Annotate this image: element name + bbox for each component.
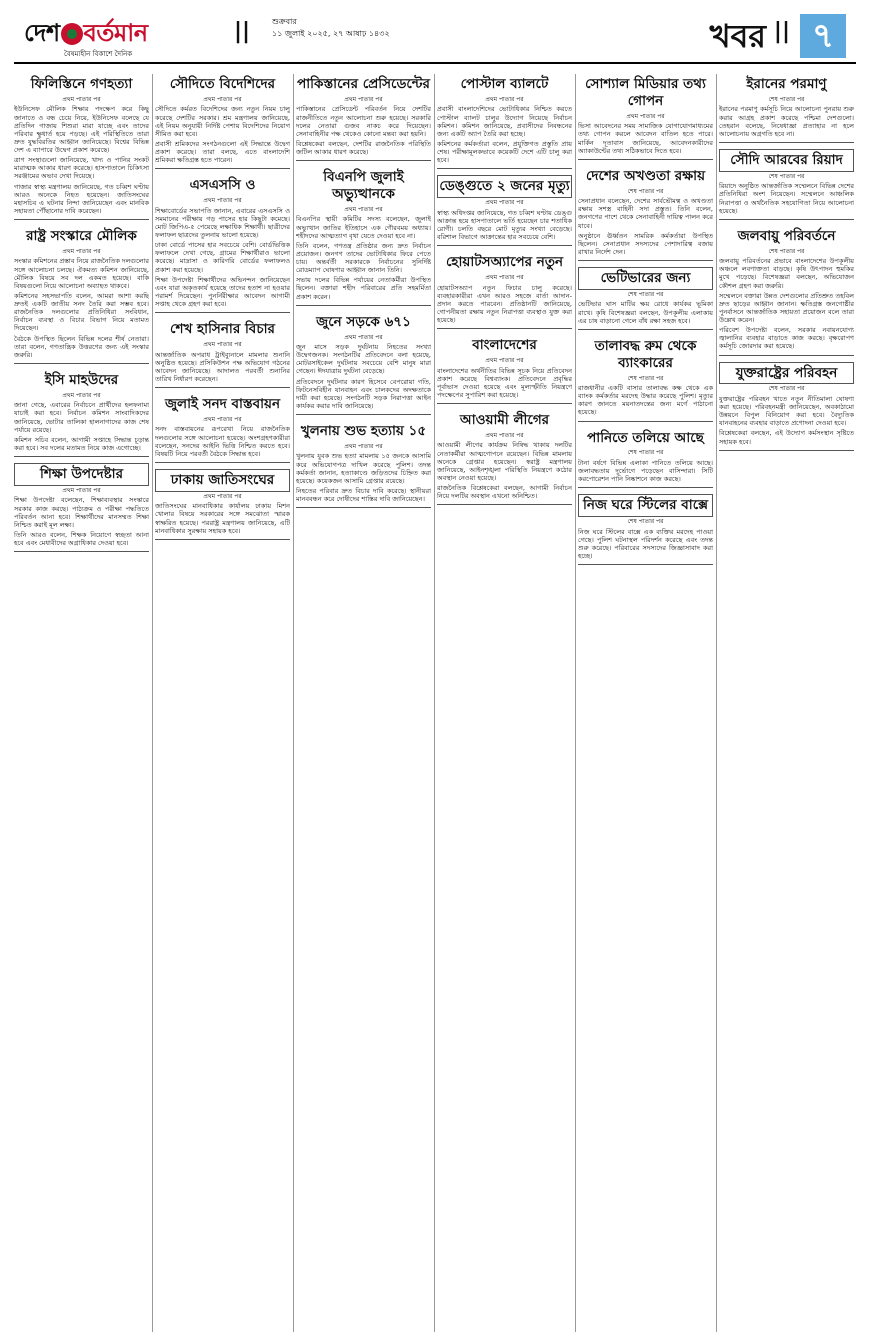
news-story	[719, 149, 854, 220]
news-story	[578, 267, 713, 330]
story-paragraph: টানা বর্ষণে বিভিন্ন এলাকা পানিতে তলিয়ে আছে। জলাবদ্ধতায় দুর্ভোগে পড়েছেন বাসিন্দারা। সিটি করপোরেশন পানি নিষ্কাশনে কাজ করছে।	[578, 458, 713, 484]
story-headline[interactable]: পোস্টাল ব্যালটে	[460, 76, 549, 92]
story-paragraph: রিয়াদে অনুষ্ঠিত আন্তর্জাতিক সম্মেলনে বিভিন্ন দেশের প্রতিনিধিরা অংশ নিয়েছেন। সম্মেলনে আঞ্চলিক নিরাপত্তা ও অর্থনৈতিক সহযোগিতা নিয়ে আলোচনা হয়েছে।	[719, 182, 854, 215]
story-continuation-label: শেষ পাতার পর	[627, 518, 664, 526]
story-paragraph: সৌদিতে কর্মরত বিদেশিদের জন্য নতুন নিয়ম চালু করেছে দেশটির সরকার। শ্রম মন্ত্রণালয় জানিয়েছে, এই নিয়ম অনুযায়ী নির্দিষ্ট পেশায় বিদেশিদের নিয়োগ সীমিত করা হবে।	[155, 105, 290, 138]
story-divider	[155, 387, 290, 388]
news-story	[296, 421, 431, 508]
news-story	[437, 335, 572, 404]
story-headline[interactable]: যুক্তরাষ্ট্রের পরিবহন	[719, 362, 854, 385]
story-paragraph: প্রবাসী শ্রমিকদের সংগঠনগুলো এই সিদ্ধান্তে উদ্বেগ প্রকাশ করেছে। তারা বলছে, এতে বাংলাদেশি শ্রমিকরা ক্ষতিগ্রস্ত হতে পারেন।	[155, 139, 290, 165]
story-continuation-label: প্রথম পাতার পর	[344, 442, 383, 450]
news-story	[14, 463, 149, 552]
story-paragraph: ইউনিসেফ মৌলিক শিক্ষার পদক্ষেপ করে কিছু জানাতে ও বন্ধ চেয়ে নিয়ে, ইউনিসেফ বলেছে যে প্রতিদিন গাজায় শিশুরা মারা যাচ্ছে এবং তাদের পরিবার ক্ষুধার্ত হয়ে পড়ছে। এই পরিস্থিতিতে তারা দ্রুত যুদ্ধবিরতির আহ্বান জানিয়েছে। বিশ্বের বিভিন্ন দেশ এ ব্যাপারে উদ্বেগ প্রকাশ করেছে।	[14, 105, 149, 154]
logo-emblem-icon	[61, 23, 83, 45]
story-paragraph: সম্মেলনে বক্তারা উন্নত দেশগুলোর প্রতিশ্রুত তহবিল দ্রুত ছাড়ের আহ্বান জানান। ক্ষতিগ্রস্ত জনগোষ্ঠীর পুনর্বাসনে আন্তর্জাতিক সহায়তা প্রয়োজন বলে তারা উল্লেখ করেন।	[719, 291, 854, 324]
story-paragraph: খুলনায় যুবক শুভ হত্যা মামলায় ১৫ জনকে আসামি করে অভিযোগপত্র দাখিল করেছে পুলিশ। তদন্ত কর্মকর্তা জানান, হত্যাকাণ্ডে জড়িতদের চিহ্নিত করা হয়েছে। কয়েকজন আসামি গ্রেপ্তার রয়েছে।	[296, 452, 431, 485]
story-continuation-label: শেষ পাতার পর	[768, 95, 805, 103]
news-column	[14, 74, 149, 1332]
story-divider	[719, 355, 854, 356]
story-paragraph: প্রবাসী বাংলাদেশিদের ভোটাধিকার নিশ্চিত করতে পোস্টাল ব্যালট চালুর উদ্যোগ নিয়েছে নির্বাচন কমিশন। কমিশন জানিয়েছে, প্রবাসীদের নিবন্ধনের জন্য একটি অ্যাপ তৈরি করা হচ্ছে।	[437, 105, 572, 138]
story-headline[interactable]: সোশ্যাল মিডিয়ার তথ্য গোপন	[585, 76, 706, 109]
story-paragraph: জানা গেছে, এবারের নির্বাচনে প্রার্থীদের হলফনামা যাচাই করা হবে। নির্বাচন কমিশন সাংবাদিকদের জানিয়েছে, ভোটার তালিকা হালনাগাদের কাজ শেষ পর্যায়ে রয়েছে।	[14, 401, 149, 434]
story-continuation-label: প্রথম পাতার পর	[62, 391, 101, 399]
story-headline[interactable]: তালাবদ্ধ রুম থেকে ব্যাংকারের	[594, 337, 697, 371]
news-story	[155, 74, 290, 169]
news-story	[14, 226, 149, 364]
story-paragraph: প্রতিবেদনে দুর্ঘটনার কারণ হিসেবে বেপরোয়া গতি, ফিটনেসবিহীন যানবাহন এবং চালকদের অদক্ষতাকে দায়ী করা হয়েছে। সংগঠনটি সড়ক নিরাপত্তা আইন কার্যকর করার দাবি জানিয়েছে।	[296, 377, 431, 410]
logo-text-right: বর্তমান	[83, 18, 148, 47]
story-paragraph: সংস্কার কমিশনের প্রস্তাব নিয়ে রাজনৈতিক দলগুলোর সঙ্গে আলোচনা চলছে। ঐকমত্য কমিশন জানিয়েছে, মৌলিক বিষয়ে সব দল একমত হয়েছে। বাকি বিষয়গুলো নিয়ে আলোচনা অব্যাহত থাকবে।	[14, 257, 149, 290]
news-column	[155, 74, 290, 1332]
story-continuation-label: শেষ পাতার পর	[768, 385, 805, 393]
column-rule	[434, 74, 435, 1332]
story-headline[interactable]: সৌদি আরবের রিয়াদ	[719, 149, 854, 172]
story-divider	[578, 159, 713, 160]
story-paragraph: আন্তর্জাতিক অপরাধ ট্রাইব্যুনালে মামলার শুনানি অনুষ্ঠিত হয়েছে। প্রসিকিউশন পক্ষ অভিযোগ গঠনের আবেদন জানিয়েছে। আদালত পরবর্তী শুনানির তারিখ নির্ধারণ করেছেন।	[155, 350, 290, 383]
story-continuation-label: প্রথম পাতার পর	[62, 247, 101, 255]
story-paragraph: পরিবেশ উপদেষ্টা বলেন, সরকার নবায়নযোগ্য জ্বালানির ব্যবহার বাড়াতে কাজ করছে। বৃক্ষরোপণ কর্মসূচি জোরদার করা হয়েছে।	[719, 326, 854, 351]
newspaper-logo[interactable]	[24, 18, 148, 48]
story-paragraph: বিশ্লেষকেরা বলছেন, দেশটির রাজনৈতিক পরিস্থিতি জটিল আকার ধারণ করেছে।	[296, 139, 431, 156]
story-paragraph: জুন মাসে সড়ক দুর্ঘটনায় নিহতের সংখ্যা উদ্বেগজনক। সংগঠনটির প্রতিবেদনে বলা হয়েছে, মোটরসাইকেল দুর্ঘটনায় সবচেয়ে বেশি মানুষ মারা গেছেন। ঈদযাত্রায় দুর্ঘটনা বেড়েছে।	[296, 343, 431, 376]
story-headline[interactable]: হোয়াটসঅ্যাপের নতুন	[445, 254, 564, 271]
story-headline[interactable]: নিজ ঘরে স্টিলের বাক্সে	[578, 494, 713, 517]
story-paragraph: জাতিসংঘের মানবাধিকার কার্যালয় ঢাকায় মিশন খোলার বিষয়ে সরকারের সঙ্গে সমঝোতা স্মারক স্বাক্ষরিত হয়েছে। পররাষ্ট্র মন্ত্রণালয় জানিয়েছে, এটি মানবাধিকার সুরক্ষায় সহায়ক হবে।	[155, 502, 290, 535]
story-headline[interactable]: জলবায়ু পরিবর্তনে	[737, 227, 836, 244]
story-continuation-label: প্রথম পাতার পর	[203, 415, 242, 423]
story-divider	[14, 363, 149, 364]
issue-weekday: শুক্রবার	[272, 17, 297, 26]
news-story	[14, 74, 149, 220]
story-paragraph: রাজধানীর একটি বাসার তালাবদ্ধ কক্ষ থেকে এক ব্যাংক কর্মকর্তার মরদেহ উদ্ধার করেছে পুলিশ। মৃত্যুর কারণ জানতে ময়নাতদন্তের জন্য মর্গে পাঠানো হয়েছে।	[578, 384, 713, 417]
story-continuation-label: শেষ পাতার পর	[627, 374, 664, 382]
story-continuation-label: প্রথম পাতার পর	[485, 357, 524, 364]
logo-text-left: দেশ	[24, 18, 60, 47]
story-divider	[296, 507, 431, 508]
story-divider	[437, 328, 572, 329]
story-paragraph: বৈঠকে উপস্থিত ছিলেন বিভিন্ন দলের শীর্ষ নেতারা। তারা বলেন, গণতান্ত্রিক উত্তরণের জন্য এই সংস্কার জরুরি।	[14, 334, 149, 359]
news-story	[437, 410, 572, 505]
story-headline[interactable]: শেখ হাসিনার বিচার	[170, 321, 275, 338]
news-story	[437, 252, 572, 329]
news-story	[155, 394, 290, 463]
story-continuation-label: শেষ পাতার পর	[768, 172, 805, 180]
story-continuation-label: প্রথম পাতার পর	[203, 95, 242, 103]
news-story	[578, 166, 713, 261]
story-headline[interactable]: ভেটিভারের জন্য	[578, 267, 713, 290]
story-continuation-label: প্রথম পাতার পর	[203, 492, 242, 500]
story-paragraph: আওয়ামী লীগের কার্যক্রম নিষিদ্ধ থাকায় দলটির নেতাকর্মীরা আত্মগোপনে রয়েছেন। বিভিন্ন মামলায় অনেকে গ্রেপ্তার হয়েছেন। স্বরাষ্ট্র মন্ত্রণালয় জানিয়েছে, আইনশৃঙ্খলা পরিস্থিতি নিয়ন্ত্রণে কঠোর অবস্থান নেওয়া হয়েছে।	[437, 441, 572, 482]
story-paragraph: স্বাস্থ্য অধিদপ্তর জানিয়েছে, গত চব্বিশ ঘণ্টায় ডেঙ্গু আক্রান্ত হয়ে হাসপাতালে ভর্তি হয়েছেন চার শতাধিক রোগী। চলতি বছরে মোট মৃত্যুর সংখ্যা বেড়েছে। বরিশাল বিভাগে আক্রান্তের হার সবচেয়ে বেশি।	[437, 208, 572, 241]
story-continuation-label: প্রথম পাতার পর	[485, 95, 524, 103]
tagline: বৈষম্যহীন বিকাশে দৈনিক	[64, 50, 133, 58]
story-divider	[14, 219, 149, 220]
story-paragraph: হোয়াটসঅ্যাপ নতুন ফিচার চালু করেছে। ব্যবহারকারীরা এখন আরও সহজে বার্তা আদান-প্রদান করতে পারবেন। প্রতিষ্ঠানটি জানিয়েছে, গোপনীয়তা রক্ষায় নতুন নিরাপত্তা ব্যবস্থাও যুক্ত করা হয়েছে।	[437, 283, 572, 324]
news-story	[578, 428, 713, 489]
story-paragraph: সনদ বাস্তবায়নের রূপরেখা নিয়ে রাজনৈতিক দলগুলোর সঙ্গে আলোচনা হয়েছে। অংশগ্রহণকারীরা বলেছেন, সনদের আইনি ভিত্তি নিশ্চিত করতে হবে। বিষয়টি নিয়ে পরবর্তী বৈঠকে সিদ্ধান্ত হবে।	[155, 425, 290, 458]
story-paragraph: যুক্তরাষ্ট্রের পরিবহন খাতে নতুন নীতিমালা ঘোষণা করা হয়েছে। পরিবহনমন্ত্রী জানিয়েছেন, অবকাঠামো উন্নয়নে বিপুল বিনিয়োগ করা হবে। বৈদ্যুতিক যানবাহনের ব্যবহার বাড়াতে প্রণোদনা দেওয়া হবে।	[719, 394, 854, 428]
story-headline[interactable]: ইসি মাহউদের	[44, 371, 119, 388]
news-column	[578, 74, 713, 1332]
story-paragraph: নিজ ঘরে স্টিলের বাক্সে এক ব্যক্তির মরদেহ পাওয়া গেছে। পুলিশ ঘটনাস্থল পরিদর্শন করেছে এবং তদন্ত শুরু করেছে। পরিবারের সদস্যদের জিজ্ঞাসাবাদ করা হচ্ছে।	[578, 527, 713, 560]
story-paragraph: ইরানের পরমাণু কর্মসূচি নিয়ে আলোচনা পুনরায় শুরু করার আগ্রহ প্রকাশ করেছে পশ্চিমা দেশগুলো। তেহরান বলেছে, নিষেধাজ্ঞা প্রত্যাহার না হলে আলোচনায় অগ্রগতি হবে না।	[719, 105, 854, 138]
story-continuation-label: প্রথম পাতার পর	[344, 95, 383, 103]
story-paragraph: শিক্ষা উপদেষ্টা শিক্ষার্থীদের অভিনন্দন জানিয়েছেন এবং যারা অকৃতকার্য হয়েছে তাদের হতাশ না হওয়ার পরামর্শ দিয়েছেন। পুনর্নিরীক্ষার আবেদন আগামী সপ্তাহ থেকে গ্রহণ করা হবে।	[155, 275, 290, 308]
story-divider	[719, 450, 854, 451]
story-divider	[14, 456, 149, 457]
story-divider	[155, 539, 290, 540]
story-headline[interactable]: এসএসসি ও	[189, 177, 256, 194]
story-continuation-label: প্রথম পাতার পর	[62, 95, 101, 103]
story-paragraph: রাজনৈতিক বিশ্লেষকেরা বলছেন, আগামী নির্বাচন নিয়ে দলটির অবস্থান এখনো অনিশ্চিত।	[437, 484, 572, 501]
story-headline[interactable]: শিক্ষা উপদেষ্টার	[14, 463, 149, 486]
story-paragraph: অনুষ্ঠানে ঊর্ধ্বতন সামরিক কর্মকর্তারা উপস্থিত ছিলেন। সেনাপ্রধান সদস্যদের পেশাদারিত্ব বজায় রাখার নির্দেশ দেন।	[578, 231, 713, 256]
story-paragraph: সভায় দলের বিভিন্ন পর্যায়ের নেতাকর্মীরা উপস্থিত ছিলেন। বক্তারা শহীদ পরিবারের প্রতি সহমর্মিতা প্রকাশ করেন।	[296, 276, 431, 301]
story-divider	[578, 564, 713, 565]
story-headline[interactable]: বিএনপি জুলাই অভ্যুত্থানকে	[323, 169, 404, 202]
story-paragraph: তিনি আরও বলেন, শিক্ষক নিয়োগে স্বচ্ছতা আনা হবে এবং মেধাবীদের অগ্রাধিকার দেওয়া হবে।	[14, 530, 149, 547]
story-paragraph: ভেটিভার ঘাস মাটির ক্ষয় রোধে কার্যকর ভূমিকা রাখে। কৃষি বিশেষজ্ঞরা বলছেন, উপকূলীয় এলাকায় এর চাষ বাড়ানো গেলে বাঁধ রক্ষা সহজ হবে।	[578, 300, 713, 325]
story-divider	[296, 305, 431, 306]
section-title: খবর	[709, 17, 766, 55]
issue-date	[272, 16, 390, 40]
news-story	[14, 370, 149, 457]
news-story	[578, 494, 713, 565]
story-continuation-label: শেষ পাতার পর	[627, 449, 664, 457]
story-divider	[437, 168, 572, 169]
story-divider	[578, 260, 713, 261]
story-paragraph: শিক্ষাবোর্ডের সভাপতি জানান, এবারের এসএসসি ও সমমানের পরীক্ষায় গড় পাসের হার কিছুটা কমেছে। মোট জিপিএ-৫ পেয়েছে লক্ষাধিক শিক্ষার্থী। ছাত্রীদের ফলাফল ছাত্রদের তুলনায় ভালো হয়েছে।	[155, 206, 290, 239]
story-continuation-label: প্রথম পাতার পর	[344, 333, 383, 341]
story-continuation-label: প্রথম পাতার পর	[626, 112, 665, 120]
story-divider	[437, 504, 572, 505]
story-paragraph: কমিশনের কর্মকর্তারা বলেন, প্রযুক্তিগত প্রস্তুতি প্রায় শেষ। পরীক্ষামূলকভাবে কয়েকটি দেশে এটি চালু করা হবে।	[437, 139, 572, 165]
news-story	[296, 167, 431, 306]
story-continuation-label: প্রথম পাতার পর	[485, 274, 524, 281]
story-continuation-label: শেষ পাতার পর	[627, 187, 664, 195]
story-headline[interactable]: জুনে সড়কে ৬৭১	[316, 313, 411, 330]
story-paragraph: জলবায়ু পরিবর্তনের প্রভাবে বাংলাদেশের উপকূলীয় অঞ্চলে লবণাক্ততা বাড়ছে। কৃষি উৎপাদন হুমকির মুখে পড়েছে। বিশেষজ্ঞরা বলছেন, অভিযোজন কৌশল গ্রহণ করা জরুরি।	[719, 257, 854, 290]
story-headline[interactable]: রাষ্ট্র সংস্কারে মৌলিক	[26, 228, 137, 244]
story-paragraph: কমিশন সচিব বলেন, আগামী সপ্তাহে সিদ্ধান্ত চূড়ান্ত করা হবে। সব দলের মতামত নিয়ে কাজ এগোচ্ছে।	[14, 435, 149, 452]
story-paragraph: ত্রাণ সংস্থাগুলো জানিয়েছে, খাদ্য ও পানির সংকট মারাত্মক আকার ধারণ করেছে। হাসপাতালে চিকিৎসা সরঞ্জামের অভাব দেখা দিয়েছে।	[14, 156, 149, 181]
news-story	[719, 74, 854, 143]
story-headline[interactable]: সৌদিতে বিদেশিদের	[169, 76, 276, 92]
story-headline[interactable]: ফিলিস্তিনে গণহত্যা	[30, 76, 133, 92]
story-divider	[578, 421, 713, 422]
masthead-separator-right: ||	[773, 19, 790, 44]
news-story	[437, 74, 572, 169]
story-paragraph: বিশ্লেষকেরা বলছেন, এই উদ্যোগ কর্মসংস্থান সৃষ্টিতে সহায়ক হবে।	[719, 429, 854, 446]
news-story	[578, 336, 713, 422]
story-headline[interactable]: দেশের অখণ্ডতা রক্ষায়	[585, 167, 706, 184]
news-column	[719, 74, 854, 1332]
story-divider	[437, 403, 572, 404]
story-divider	[155, 312, 290, 313]
story-continuation-label: শেষ পাতার পর	[768, 247, 805, 255]
story-divider	[719, 142, 854, 143]
story-paragraph: শিক্ষা উপদেষ্টা বলেছেন, শিক্ষাব্যবস্থার সংস্কারে সরকার কাজ করছে। পাঠ্যক্রম ও পরীক্ষা পদ্ধতিতে পরিবর্তন আনা হবে। শিক্ষার্থীদের মানসম্মত শিক্ষা নিশ্চিত করাই মূল লক্ষ্য।	[14, 496, 149, 529]
story-divider	[14, 551, 149, 552]
story-paragraph: সেনাপ্রধান বলেছেন, দেশের সার্বভৌমত্ব ও অখণ্ডতা রক্ষায় সশস্ত্র বাহিনী সদা প্রস্তুত। তিনি বলেন, জনগণের পাশে থেকে সেনাবাহিনী দায়িত্ব পালন করে যাবে।	[578, 197, 713, 230]
news-story	[719, 362, 854, 451]
story-headline[interactable]: জুলাই সনদ বাস্তবায়ন	[164, 396, 281, 412]
story-headline[interactable]: পাকিস্তানের প্রেসিডেন্টের	[297, 76, 430, 92]
news-column	[437, 74, 572, 1332]
page-number: ৭	[800, 14, 846, 58]
story-paragraph: পাকিস্তানের প্রেসিডেন্ট পরিবর্তন নিয়ে দেশটির রাজনীতিতে নতুন আলোচনা শুরু হয়েছে। সরকারি দলের নেতারা গুজব নাকচ করে দিয়েছেন। সেনাবাহিনীর পক্ষ থেকেও কোনো মন্তব্য করা হয়নি।	[296, 105, 431, 138]
news-column	[296, 74, 431, 1332]
story-headline[interactable]: ডেঙ্গুতে ২ জনের মৃত্যু	[437, 175, 572, 198]
column-rule	[716, 74, 717, 1332]
story-headline[interactable]: পানিতে তলিয়ে আছে	[587, 429, 704, 446]
story-divider	[155, 168, 290, 169]
story-divider	[578, 487, 713, 488]
issue-date-full: ১১ জুলাই ২০২৫, ২৭ আষাঢ় ১৪৩২	[272, 29, 390, 38]
story-continuation-label: প্রথম পাতার পর	[344, 205, 383, 213]
story-continuation-label: প্রথম পাতার পর	[62, 486, 101, 494]
story-headline[interactable]: খুলনায় শুভ হত্যায় ১৫	[300, 423, 427, 439]
story-paragraph: নিহতের পরিবার দ্রুত বিচার দাবি করেছে। স্থানীয়রা মানববন্ধন করে দোষীদের শাস্তির দাবি জানিয়েছেন।	[296, 486, 431, 503]
story-paragraph: গাজার স্বাস্থ্য মন্ত্রণালয় জানিয়েছে, গত চব্বিশ ঘণ্টায় আরও অনেকে নিহত হয়েছেন। জাতিসংঘের মহাসচিব এ ঘটনার নিন্দা জানিয়েছেন এবং মানবিক সহায়তা পৌঁছানোর দাবি করেছেন।	[14, 182, 149, 215]
story-divider	[296, 160, 431, 161]
story-paragraph: বিএনপির স্থায়ী কমিটির সদস্য বলেছেন, জুলাই অভ্যুত্থান জাতির ইতিহাসে এক গৌরবময় অধ্যায়। শহীদদের আত্মত্যাগ বৃথা যেতে দেওয়া হবে না।	[296, 215, 431, 240]
column-rule	[152, 74, 153, 1332]
story-headline[interactable]: ইরানের পরমাণু	[746, 76, 827, 92]
news-story	[155, 319, 290, 388]
story-paragraph: ভিসা আবেদনের সময় সামাজিক যোগাযোগমাধ্যমের তথ্য গোপন করলে আবেদন বাতিল হতে পারে। মার্কিন দূতাবাস জানিয়েছে, আবেদনকারীদের অ্যাকাউন্টের তথ্য সঠিকভাবে দিতে হবে।	[578, 122, 713, 155]
story-headline[interactable]: বাংলাদেশের	[472, 337, 537, 354]
story-divider	[578, 329, 713, 330]
story-continuation-label: প্রথম পাতার পর	[203, 197, 242, 205]
story-paragraph: বাংলাদেশের অর্থনীতির বিভিন্ন সূচক নিয়ে প্রতিবেদন প্রকাশ করেছে বিশ্বব্যাংক। প্রতিবেদনে প্রবৃদ্ধির পূর্বাভাস দেওয়া হয়েছে এবং মূল্যস্ফীতি নিয়ন্ত্রণে পদক্ষেপের সুপারিশ করা হয়েছে।	[437, 366, 572, 399]
masthead-separator: ||	[234, 19, 251, 44]
story-divider	[296, 414, 431, 415]
story-headline[interactable]: আওয়ামী লীগের	[459, 412, 550, 428]
story-paragraph: তিনি বলেন, গণতন্ত্র প্রতিষ্ঠার জন্য দ্রুত নির্বাচন প্রয়োজন। জনগণ তাদের ভোটাধিকার ফিরে পেতে চায়। অন্তর্বর্তী সরকারকে নির্বাচনের সুনির্দিষ্ট রোডম্যাপ ঘোষণার আহ্বান জানান তিনি।	[296, 241, 431, 275]
story-paragraph: কমিশনের সহসভাপতি বলেন, আমরা আশা করছি দ্রুতই একটি জাতীয় সনদ তৈরি করা সম্ভব হবে। রাজনৈতিক দলগুলোর প্রতিনিধিরা সংবিধান, নির্বাচন ব্যবস্থা ও বিচার বিভাগ নিয়ে মতামত দিয়েছেন।	[14, 291, 149, 333]
story-continuation-label: প্রথম পাতার পর	[203, 341, 242, 348]
story-headline[interactable]: ঢাকায় জাতিসংঘের	[155, 469, 290, 492]
story-continuation-label: প্রথম পাতার পর	[485, 199, 524, 207]
news-story	[719, 226, 854, 356]
story-paragraph: ঢাকা বোর্ডে পাসের হার সবচেয়ে বেশি। বোর্ডভিত্তিক ফলাফলে দেখা গেছে, গ্রামের শিক্ষার্থীরাও ভালো করেছে। মাদ্রাসা ও কারিগরি বোর্ডের ফলাফলও প্রকাশ করা হয়েছে।	[155, 241, 290, 274]
news-story	[296, 74, 431, 161]
news-story	[296, 312, 431, 415]
news-story	[155, 469, 290, 540]
news-story	[155, 175, 290, 313]
story-divider	[437, 245, 572, 246]
column-rule	[575, 74, 576, 1332]
story-continuation-label: প্রথম পাতার পর	[485, 431, 524, 439]
masthead	[14, 10, 856, 64]
news-story	[578, 74, 713, 160]
news-story	[437, 175, 572, 246]
story-divider	[719, 219, 854, 220]
story-continuation-label: শেষ পাতার পর	[627, 290, 664, 298]
column-rule	[293, 74, 294, 1332]
story-divider	[155, 462, 290, 463]
